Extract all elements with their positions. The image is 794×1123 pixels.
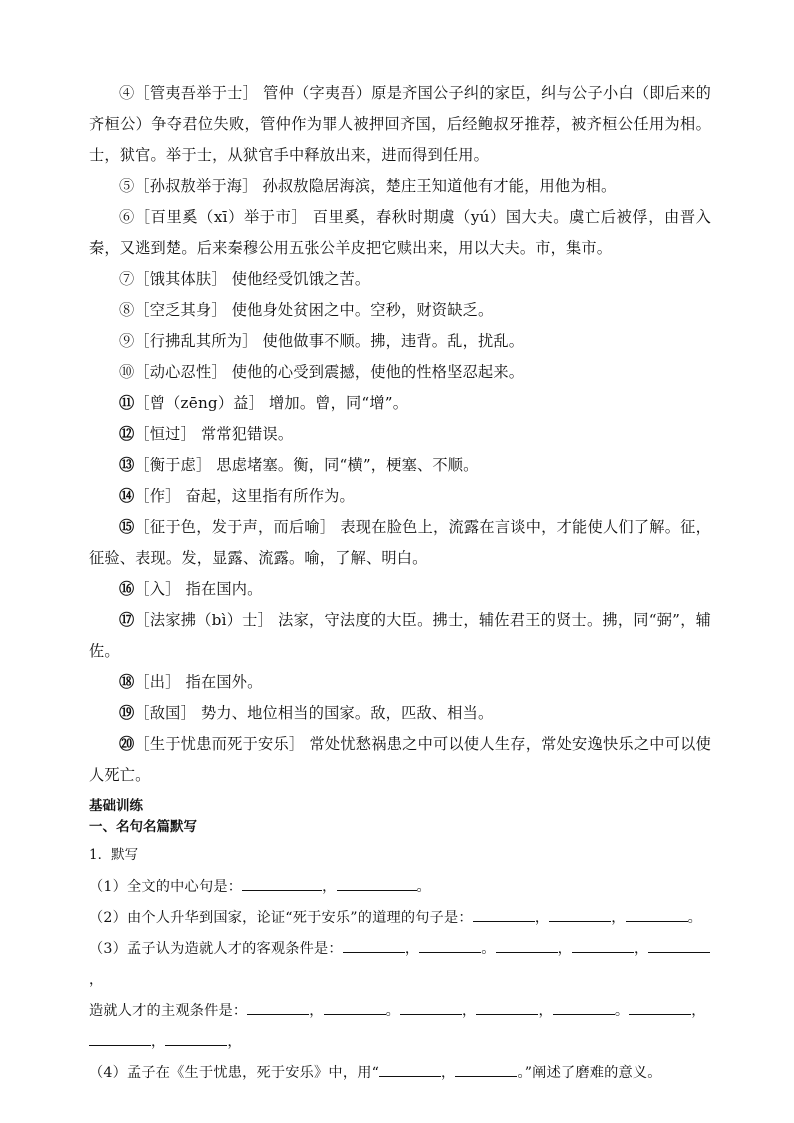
annotation-item (89, 295, 711, 326)
annotation-item (89, 574, 711, 605)
answer-blank[interactable] (648, 935, 710, 953)
annotation-term: 空乏其身 (149, 301, 212, 319)
bracket-open: ［ (134, 518, 150, 536)
punctuation: ， (462, 1003, 477, 1019)
answer-blank[interactable] (473, 904, 535, 922)
annotation-item (89, 729, 711, 791)
answer-blank[interactable] (455, 1059, 517, 1077)
annotation-number: ⑯ (119, 580, 135, 598)
question-2 (89, 903, 719, 934)
annotation-term: 动心忍性 (149, 363, 212, 381)
annotation-item (89, 202, 711, 264)
annotation-item (89, 698, 711, 729)
annotation-number: ⑫ (119, 425, 135, 443)
bracket-close: ］ (211, 363, 227, 381)
question-4-label: （4）孟子在《生于忧患，死于安乐》中，用“ (89, 1065, 380, 1081)
annotation-term: 百里奚（xī）举于市 (150, 208, 292, 226)
annotation-text: 常常犯错误。 (200, 425, 294, 443)
answer-blank[interactable] (629, 997, 691, 1015)
annotation-item (89, 667, 711, 698)
bracket-close: ］ (180, 425, 196, 443)
annotation-item (89, 171, 711, 202)
annotation-text: 表现在脸色上，流露在言谈中，才能使人们了解。征，征验、表现。发，显露、流露。喻，了解、明白。 (89, 518, 712, 567)
annotation-term: 恒过 (149, 425, 181, 443)
annotation-item (89, 264, 711, 295)
answer-blank[interactable] (419, 935, 481, 953)
annotation-term: 征于色，发于声，而后喻 (149, 518, 320, 536)
annotation-text: 使他经受饥饿之苦。 (231, 270, 371, 288)
answer-blank[interactable] (496, 935, 558, 953)
section-heading-basic-training: 基础训练 (89, 798, 143, 814)
annotation-number: ⑦ (119, 270, 135, 288)
annotation-list (89, 78, 711, 791)
bracket-open: ［ (134, 363, 150, 381)
annotation-term: 敌国 (149, 704, 181, 722)
answer-blank[interactable] (379, 1059, 441, 1077)
bracket-close: ］ (242, 84, 259, 102)
annotation-item (89, 450, 711, 481)
annotation-text: 增加。曾，同“增”。 (269, 394, 409, 412)
annotation-text: 法家，守法度的大臣。拂士，辅佐君王的贤士。拂，同“弼”，辅佐。 (89, 611, 712, 660)
bracket-open: ［ (134, 84, 150, 102)
annotation-text: 势力、地位相当的国家。敌，匹敌、相当。 (200, 704, 494, 722)
bracket-open: ［ (134, 456, 150, 474)
answer-blank[interactable] (476, 997, 538, 1015)
punctuation: 。 (614, 1003, 630, 1019)
answer-blank[interactable] (626, 904, 688, 922)
bracket-close: ］ (165, 487, 181, 505)
annotation-number: ⑧ (119, 301, 135, 319)
punctuation: 。 (687, 910, 702, 926)
bracket-close: ］ (195, 456, 212, 474)
punctuation: ， (538, 1003, 553, 1019)
punctuation: 。 (385, 1003, 401, 1019)
annotation-text: 使他身处贫困之中。空秒，财资缺乏。 (231, 301, 494, 319)
bracket-open: ［ (134, 580, 150, 598)
annotation-item (89, 326, 711, 357)
bracket-open: ［ (134, 487, 150, 505)
bracket-close: ］ (257, 611, 274, 629)
punctuation: 。 (416, 879, 431, 895)
bracket-open: ［ (134, 301, 150, 319)
answer-blank[interactable] (89, 1028, 151, 1046)
bracket-close: ］ (291, 208, 308, 226)
section-heading-dictation: 一、名句名篇默写 (89, 819, 197, 835)
annotation-item (89, 388, 711, 419)
bracket-open: ［ (134, 332, 150, 350)
punctuation: 。 (481, 941, 496, 957)
annotation-term: 行拂乱其所为 (149, 332, 243, 350)
bracket-open: ［ (134, 208, 151, 226)
bracket-open: ［ (134, 394, 150, 412)
punctuation: ， (611, 910, 626, 926)
annotation-number: ⑱ (119, 673, 135, 691)
question-2-label: （2）由个人升华到国家，论证“死于安乐”的道理的句子是： (89, 910, 473, 926)
annotation-text: 管仲（字夷吾）原是齐国公子纠的家臣，纠与公子小白（即后来的齐桓公）争夺君位失败，管仲作为罪人被押回齐国，后经鲍叔牙推荐，被齐桓公任用为相。士，狱官。举于士，从狱官手中释放出来，进而得到任用。 (89, 84, 712, 164)
bracket-open: ［ (134, 270, 150, 288)
answer-blank[interactable] (572, 935, 634, 953)
annotation-number: ④ (119, 84, 135, 102)
answer-blank[interactable] (242, 873, 322, 891)
annotation-term: 出 (149, 673, 166, 691)
annotation-term: 衡于虑 (149, 456, 196, 474)
annotation-text: 孙叔敖隐居海滨，楚庄王知道他有才能，用他为相。 (262, 177, 617, 195)
punctuation: ， (557, 941, 572, 957)
question-3-label: （3）孟子认为造就人才的客观条件是： (89, 941, 343, 957)
bracket-close: ］ (165, 580, 181, 598)
answer-blank[interactable] (549, 904, 611, 922)
annotation-term: 生于忧患而死于安乐 (149, 735, 289, 753)
answer-blank[interactable] (247, 997, 309, 1015)
question-3-continued-2 (89, 1027, 719, 1058)
question-3 (89, 934, 719, 996)
answer-blank[interactable] (400, 997, 462, 1015)
annotation-number: ⑩ (119, 363, 135, 381)
annotation-number: ⑪ (119, 394, 135, 412)
annotation-item (89, 419, 711, 450)
annotation-number: ⑨ (119, 332, 135, 350)
punctuation: ， (227, 1034, 242, 1050)
annotation-term: 管夷吾举于士 (149, 84, 243, 102)
annotation-number: ⑳ (119, 735, 135, 753)
answer-blank[interactable] (324, 997, 386, 1015)
annotation-text: 指在国外。 (185, 673, 263, 691)
annotation-text: 思虑堵塞。衡，同“横”，梗塞、不顺。 (216, 456, 479, 474)
punctuation: ， (151, 1034, 166, 1050)
annotation-number: ⑬ (119, 456, 135, 474)
annotation-text: 指在国内。 (185, 580, 263, 598)
punctuation: ， (634, 941, 649, 957)
bracket-close: ］ (211, 301, 227, 319)
annotation-text: 常处忧愁祸患之中可以使人生存，常处安逸快乐之中可以使人死亡。 (89, 735, 712, 784)
annotation-term: 孙叔敖举于海 (149, 177, 243, 195)
annotation-item (89, 481, 711, 512)
annotation-term: 入 (149, 580, 166, 598)
punctuation: ， (534, 910, 550, 926)
question-4 (89, 1058, 719, 1089)
question-title: 1．默写 (89, 847, 139, 863)
question-1 (89, 872, 719, 903)
annotation-number: ⑮ (119, 518, 135, 536)
annotation-number: ⑥ (119, 208, 135, 226)
bracket-open: ［ (134, 611, 150, 629)
bracket-open: ［ (134, 673, 150, 691)
annotation-number: ⑭ (119, 487, 135, 505)
bracket-close: ］ (319, 518, 336, 536)
bracket-close: ］ (165, 673, 181, 691)
answer-blank[interactable] (337, 873, 417, 891)
annotation-text: 使他做事不顺。拂，违背。乱，扰乱。 (262, 332, 525, 350)
bracket-open: ［ (134, 704, 150, 722)
annotation-text: 百里奚，春秋时期虞（yú）国大夫。虞亡后被俘，由晋入秦，又逃到楚。后来秦穆公用五张公羊皮把它赎出来，用以大夫。市，集市。 (89, 208, 712, 257)
bracket-open: ［ (134, 735, 150, 753)
annotation-item (89, 357, 711, 388)
annotation-term: 饿其体肤 (149, 270, 212, 288)
punctuation: ， (322, 879, 337, 895)
annotation-term: 作 (149, 487, 166, 505)
bracket-open: ［ (134, 177, 150, 195)
annotation-term: 法家拂（bì）士 (149, 611, 258, 629)
answer-blank[interactable] (553, 997, 615, 1015)
annotation-item (89, 605, 711, 667)
punctuation: ， (404, 941, 420, 957)
punctuation: ， (89, 972, 104, 988)
question-3-label-2: 造就人才的主观条件是： (89, 1003, 248, 1019)
bracket-close: ］ (180, 704, 196, 722)
annotation-term: 曾（zēng）益 (149, 394, 249, 412)
answer-blank[interactable] (343, 935, 405, 953)
annotation-text: 奋起，这里指有所作为。 (185, 487, 355, 505)
annotation-number: ⑤ (119, 177, 135, 195)
annotation-text: 使他的心受到震撼，使他的性格坚忍起来。 (231, 363, 525, 381)
bracket-close: ］ (211, 270, 227, 288)
bracket-open: ［ (134, 425, 150, 443)
answer-blank[interactable] (165, 1028, 227, 1046)
annotation-item (89, 78, 711, 171)
bracket-close: ］ (248, 394, 265, 412)
punctuation: 。”阐述了磨难的意义。 (517, 1065, 662, 1081)
annotation-number: ⑰ (119, 611, 135, 629)
question-1-label: （1）全文的中心句是： (89, 879, 243, 895)
punctuation: ， (691, 1003, 706, 1019)
bracket-close: ］ (242, 332, 258, 350)
annotation-number: ⑲ (119, 704, 135, 722)
annotation-item (89, 512, 711, 574)
exercise-section (89, 796, 719, 1089)
bracket-close: ］ (288, 735, 305, 753)
bracket-close: ］ (242, 177, 258, 195)
punctuation: ， (441, 1065, 456, 1081)
question-3-continued (89, 996, 719, 1027)
punctuation: ， (309, 1003, 324, 1019)
